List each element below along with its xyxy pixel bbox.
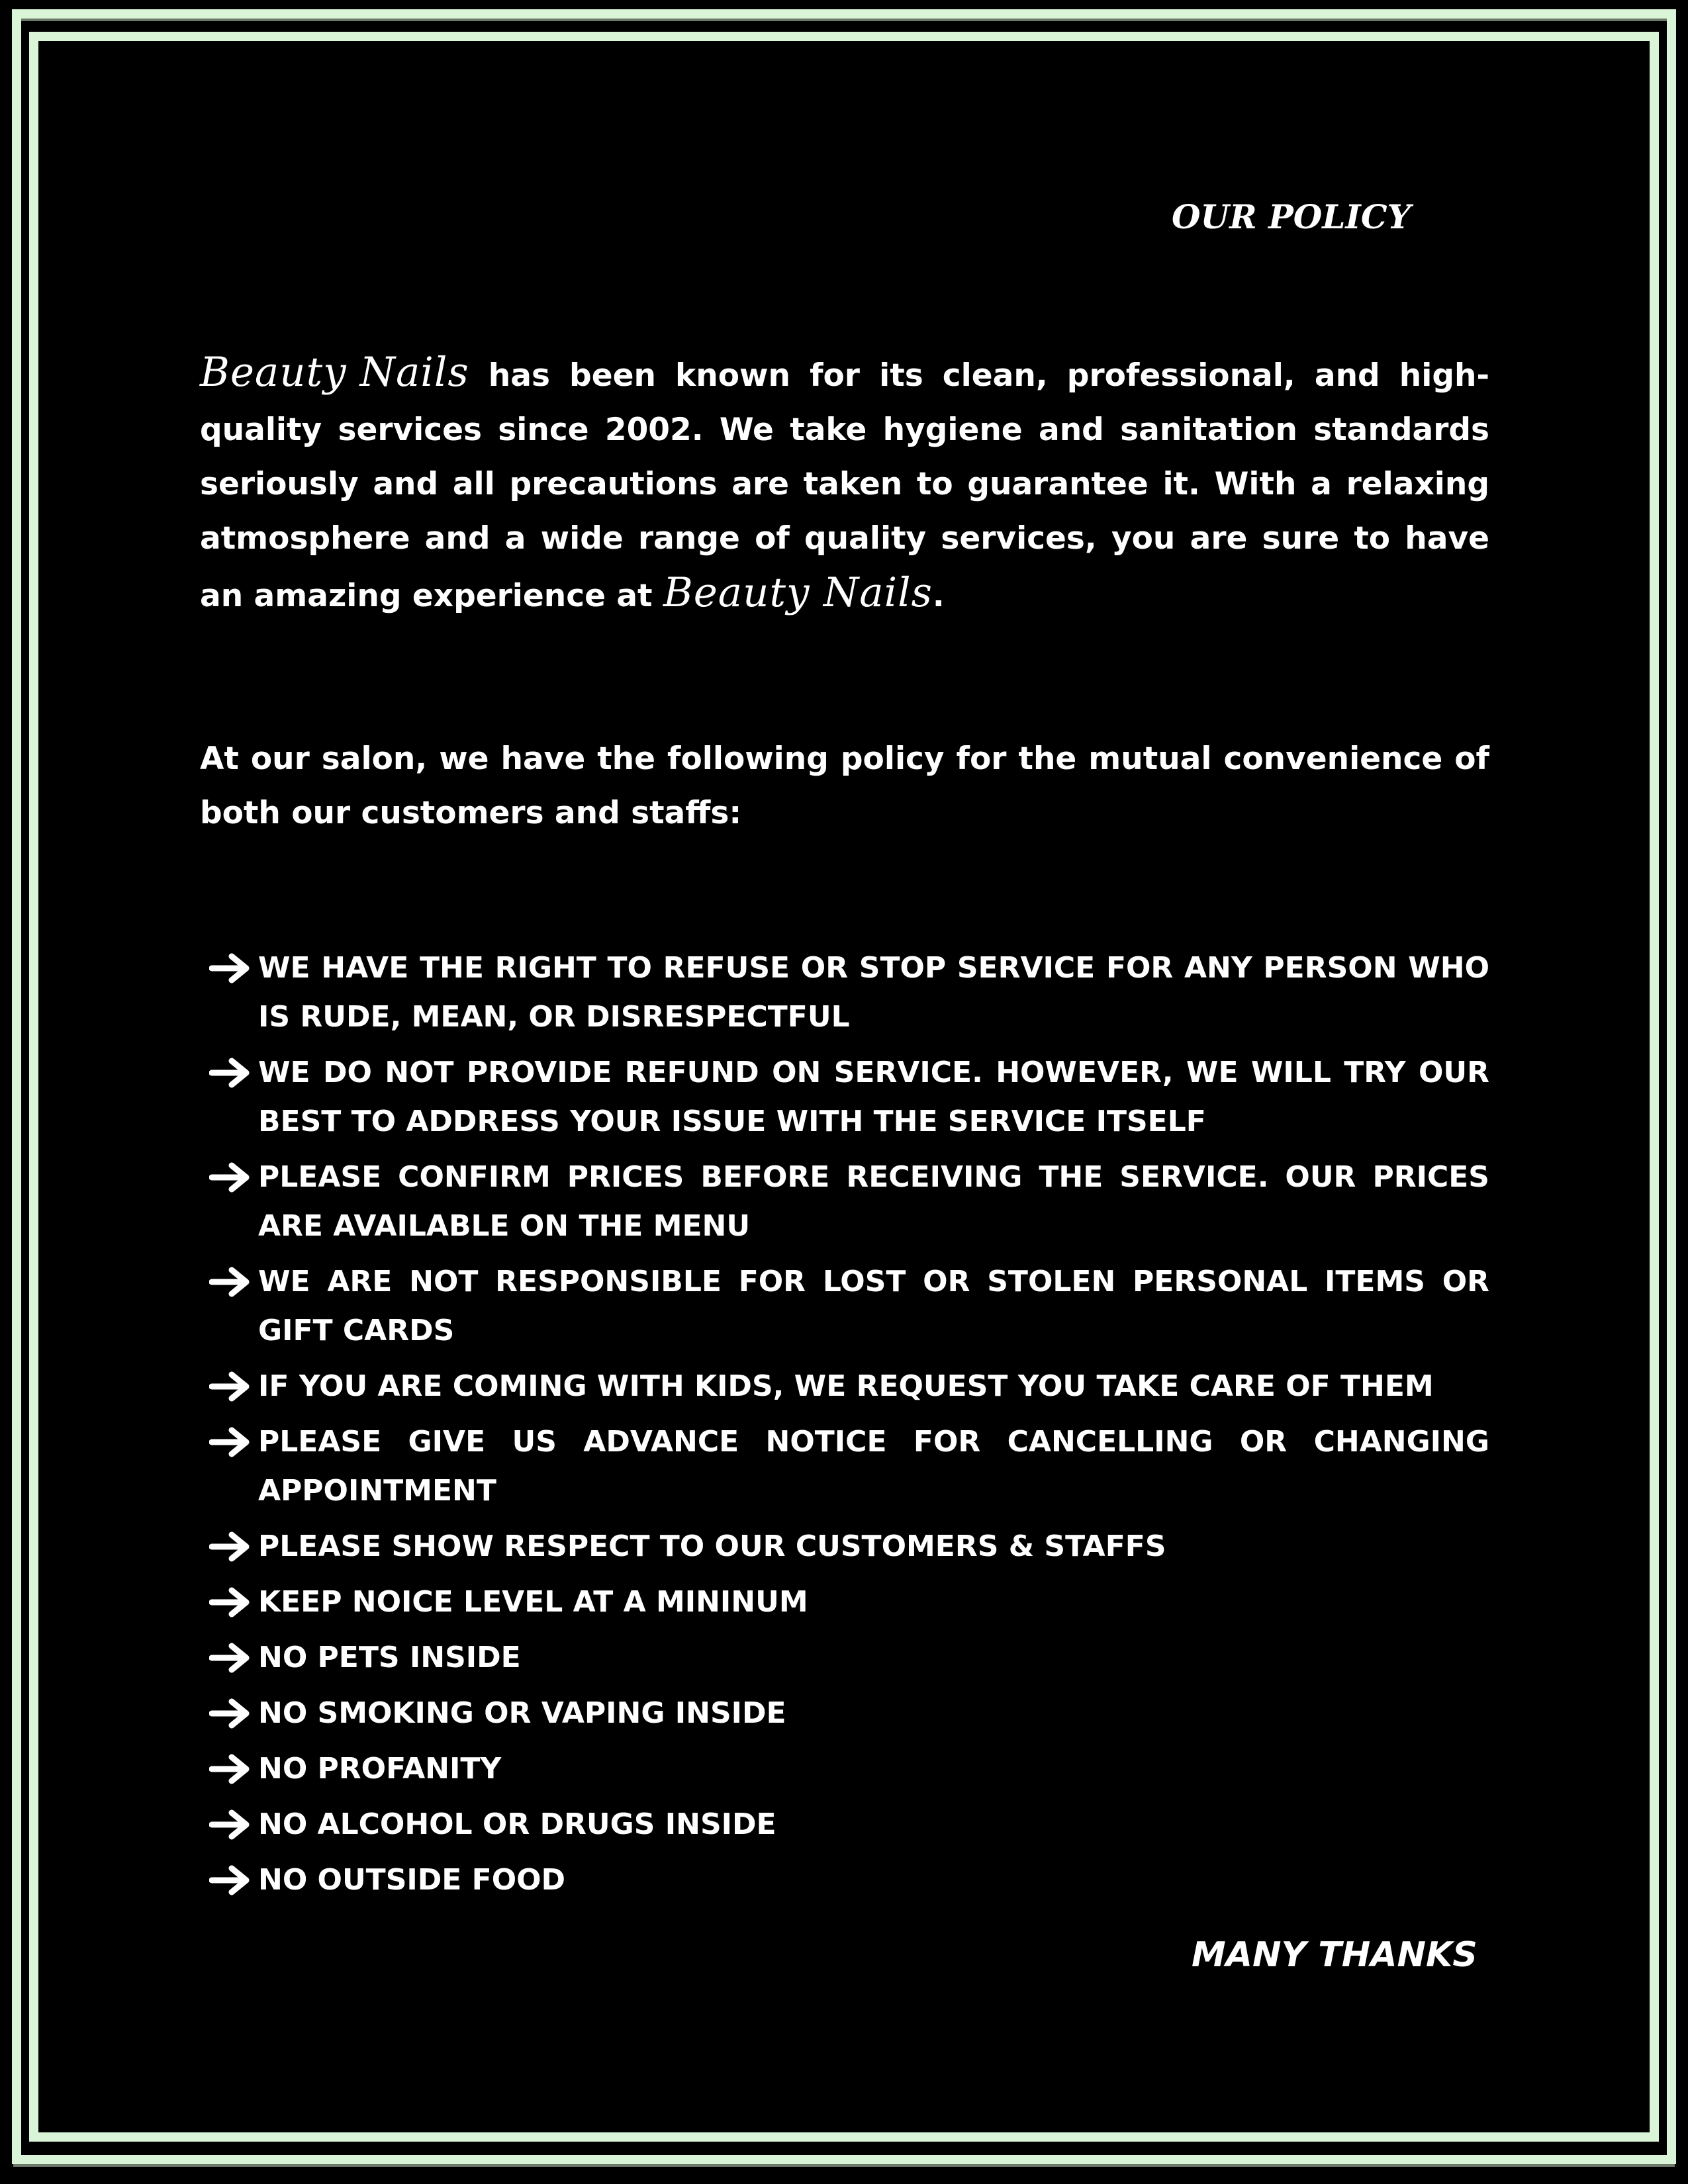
policy-text: WE HAVE THE RIGHT TO REFUSE OR STOP SERVICE FOR ANY PERSON WHO IS RUDE, MEAN, OR DISRESPECTFUL: [258, 951, 1489, 1034]
frame-inner-right: [1650, 32, 1659, 2142]
policy-item: [200, 1856, 1489, 1905]
right-arrow-icon: [209, 1371, 252, 1402]
policy-list: [200, 944, 1489, 1911]
frame-outer-left: [12, 9, 21, 2164]
right-arrow-icon: [209, 1643, 252, 1673]
policy-document: [200, 0, 1489, 2184]
page-title: OUR POLICY: [1172, 197, 1411, 236]
right-arrow-icon: [209, 1058, 252, 1088]
right-arrow-icon: [209, 1427, 252, 1457]
policy-text: PLEASE CONFIRM PRICES BEFORE RECEIVING THE SERVICE. OUR PRICES ARE AVAILABLE ON THE MENU: [258, 1160, 1489, 1243]
right-arrow-icon: [209, 1162, 252, 1193]
policy-item: [200, 1800, 1489, 1849]
brand-name-word-1: Beauty: [200, 349, 347, 396]
policy-item: [200, 1048, 1489, 1146]
right-arrow-icon: [209, 1809, 252, 1840]
right-arrow-icon: [209, 1698, 252, 1729]
brand-name-inline: Beauty Nails: [663, 569, 933, 616]
closing-text: MANY THANKS: [1192, 1935, 1477, 1975]
policy-text: NO PROFANITY: [258, 1752, 502, 1786]
frame-inner-left: [29, 32, 38, 2142]
policy-text: NO PETS INSIDE: [258, 1641, 521, 1674]
right-arrow-icon: [209, 1267, 252, 1297]
policy-item: [200, 944, 1489, 1042]
policy-text: WE ARE NOT RESPONSIBLE FOR LOST OR STOLEN PERSONAL ITEMS OR GIFT CARDS: [258, 1265, 1489, 1347]
policy-text: NO SMOKING OR VAPING INSIDE: [258, 1696, 786, 1730]
policy-text: PLEASE SHOW RESPECT TO OUR CUSTOMERS & STAFFS: [258, 1529, 1166, 1563]
intro-text: has been known for its clean, professional, and high-quality services since 2002. We take hygiene and sanitation standards seriously and all precautions are taken to guarantee it. With a relaxing atmosphere and a wide range of quality services, you are sure to have an amazing experience at: [200, 357, 1489, 614]
brand-name: [200, 349, 469, 396]
policy-item: [200, 1362, 1489, 1411]
frame-outer-right: [1667, 9, 1676, 2164]
policy-text: NO OUTSIDE FOOD: [258, 1863, 566, 1897]
policy-item: [200, 1633, 1489, 1682]
policy-text: WE DO NOT PROVIDE REFUND ON SERVICE. HOWEVER, WE WILL TRY OUR BEST TO ADDRESS YOUR ISSUE WITH THE SERVICE ITSELF: [258, 1056, 1489, 1138]
right-arrow-icon: [209, 1531, 252, 1562]
policy-item: [200, 1257, 1489, 1355]
policy-item: [200, 1153, 1489, 1251]
policy-text: IF YOU ARE COMING WITH KIDS, WE REQUEST YOU TAKE CARE OF THEM: [258, 1369, 1434, 1403]
policy-item: [200, 1522, 1489, 1571]
intro-paragraph: [200, 345, 1489, 623]
right-arrow-icon: [209, 1587, 252, 1617]
policy-text: KEEP NOICE LEVEL AT A MININUM: [258, 1585, 808, 1619]
right-arrow-icon: [209, 1865, 252, 1895]
right-arrow-icon: [209, 953, 252, 983]
policy-item: [200, 1745, 1489, 1794]
policy-text: PLEASE GIVE US ADVANCE NOTICE FOR CANCELLING OR CHANGING APPOINTMENT: [258, 1425, 1489, 1508]
policy-text: NO ALCOHOL OR DRUGS INSIDE: [258, 1807, 776, 1841]
policy-item: [200, 1689, 1489, 1738]
intro-end-punct: .: [932, 578, 945, 614]
policy-item: [200, 1418, 1489, 1516]
policy-item: [200, 1578, 1489, 1627]
brand-name-word-2: Nails: [359, 349, 469, 396]
right-arrow-icon: [209, 1754, 252, 1784]
policy-lead-paragraph: At our salon, we have the following policy for the mutual convenience of both our customers and staffs:: [200, 741, 1489, 831]
